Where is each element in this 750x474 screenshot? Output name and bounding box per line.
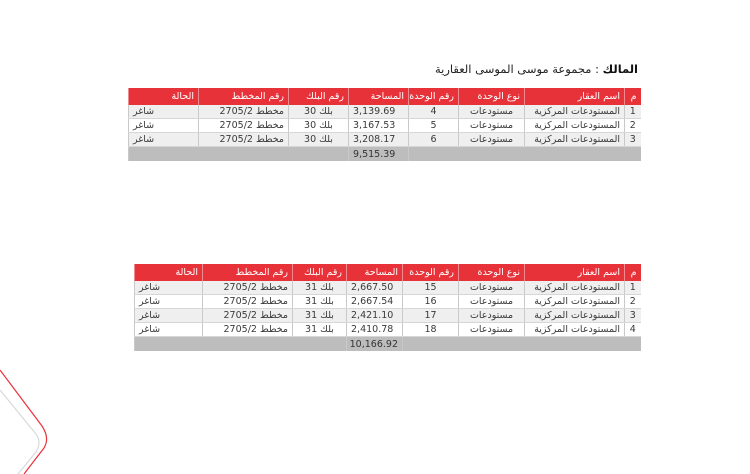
- cell-unit-type: مستودعات: [459, 281, 525, 295]
- cell-block: بلك 30: [289, 105, 349, 119]
- cell-area: 3,139.69: [349, 105, 409, 119]
- decorative-accent-lines: [0, 330, 70, 474]
- col-header-no: م: [625, 264, 641, 281]
- col-header-property: اسم العقار: [525, 264, 625, 281]
- cell-no: 3: [625, 133, 641, 147]
- cell-unit-type: مستودعات: [459, 295, 525, 309]
- cell-area: 3,167.53: [349, 119, 409, 133]
- col-header-unit-type: نوع الوحدة: [459, 88, 525, 105]
- cell-property: المستودعات المركزية: [525, 295, 625, 309]
- cell-unit-type: مستودعات: [459, 323, 525, 337]
- cell-status: شاغر: [135, 323, 203, 337]
- cell-no: 3: [625, 309, 641, 323]
- col-header-block: رقم البلك: [289, 88, 349, 105]
- col-header-status: الحالة: [129, 88, 199, 105]
- col-header-no: م: [625, 88, 641, 105]
- cell-unit-type: مستودعات: [459, 309, 525, 323]
- cell-status: شاغر: [129, 133, 199, 147]
- cell-property: المستودعات المركزية: [525, 323, 625, 337]
- cell-unit-no: 6: [409, 133, 459, 147]
- cell-plan: مخطط 2705/2: [203, 309, 293, 323]
- cell-no: 2: [625, 119, 641, 133]
- owner-label: المالك: [602, 62, 638, 76]
- cell-unit-no: 18: [403, 323, 459, 337]
- table-row: [135, 281, 641, 295]
- table-row: [135, 309, 641, 323]
- table-row: [135, 323, 641, 337]
- table-row: [129, 133, 641, 147]
- table-row: [135, 295, 641, 309]
- cell-property: المستودعات المركزية: [525, 133, 625, 147]
- cell-status: شاغر: [129, 119, 199, 133]
- cell-plan: مخطط 2705/2: [203, 295, 293, 309]
- table-header-row: [129, 88, 641, 105]
- cell-unit-type: مستودعات: [459, 105, 525, 119]
- col-header-unit-no: رقم الوحدة: [403, 264, 459, 281]
- col-header-area: المساحة: [347, 264, 403, 281]
- col-header-area: المساحة: [349, 88, 409, 105]
- cell-no: 1: [625, 105, 641, 119]
- col-header-status: الحالة: [135, 264, 203, 281]
- cell-status: شاغر: [135, 281, 203, 295]
- cell-no: 4: [625, 323, 641, 337]
- cell-property: المستودعات المركزية: [525, 105, 625, 119]
- cell-block: بلك 31: [293, 323, 347, 337]
- cell-unit-type: مستودعات: [459, 119, 525, 133]
- col-header-plan: رقم المخطط: [199, 88, 289, 105]
- accent-line-red: [0, 370, 47, 474]
- total-area: 10,166.92: [347, 337, 403, 352]
- col-header-plan: رقم المخطط: [203, 264, 293, 281]
- total-area: 9,515.39: [349, 147, 409, 162]
- total-row: [135, 337, 641, 352]
- cell-status: شاغر: [135, 295, 203, 309]
- cell-property: المستودعات المركزية: [525, 119, 625, 133]
- cell-block: بلك 30: [289, 133, 349, 147]
- cell-unit-type: مستودعات: [459, 133, 525, 147]
- cell-unit-no: 16: [403, 295, 459, 309]
- cell-area: 2,421.10: [347, 309, 403, 323]
- cell-block: بلك 31: [293, 281, 347, 295]
- cell-no: 1: [625, 281, 641, 295]
- cell-plan: مخطط 2705/2: [199, 133, 289, 147]
- cell-no: 2: [625, 295, 641, 309]
- table-row: [129, 119, 641, 133]
- cell-block: بلك 31: [293, 309, 347, 323]
- cell-unit-no: 17: [403, 309, 459, 323]
- owner-line: [435, 62, 638, 76]
- owner-name: مجموعة موسى الموسى العقارية: [434, 62, 592, 76]
- cell-status: شاغر: [135, 309, 203, 323]
- cell-block: بلك 31: [293, 295, 347, 309]
- cell-area: 2,410.78: [347, 323, 403, 337]
- col-header-unit-no: رقم الوحدة: [409, 88, 459, 105]
- cell-plan: مخطط 2705/2: [199, 105, 289, 119]
- table-row: [129, 105, 641, 119]
- units-table-block-31: [134, 264, 641, 351]
- total-row: [129, 147, 641, 162]
- owner-separator: :: [591, 62, 603, 76]
- cell-unit-no: 4: [409, 105, 459, 119]
- cell-unit-no: 5: [409, 119, 459, 133]
- cell-plan: مخطط 2705/2: [203, 323, 293, 337]
- cell-area: 3,208.17: [349, 133, 409, 147]
- cell-property: المستودعات المركزية: [525, 309, 625, 323]
- cell-plan: مخطط 2705/2: [203, 281, 293, 295]
- cell-area: 2,667.54: [347, 295, 403, 309]
- col-header-block: رقم البلك: [293, 264, 347, 281]
- table-header-row: [135, 264, 641, 281]
- cell-status: شاغر: [129, 105, 199, 119]
- col-header-unit-type: نوع الوحدة: [459, 264, 525, 281]
- cell-area: 2,667.50: [347, 281, 403, 295]
- cell-property: المستودعات المركزية: [525, 281, 625, 295]
- col-header-property: اسم العقار: [525, 88, 625, 105]
- cell-plan: مخطط 2705/2: [199, 119, 289, 133]
- units-table-block-30: [128, 88, 641, 161]
- cell-block: بلك 30: [289, 119, 349, 133]
- cell-unit-no: 15: [403, 281, 459, 295]
